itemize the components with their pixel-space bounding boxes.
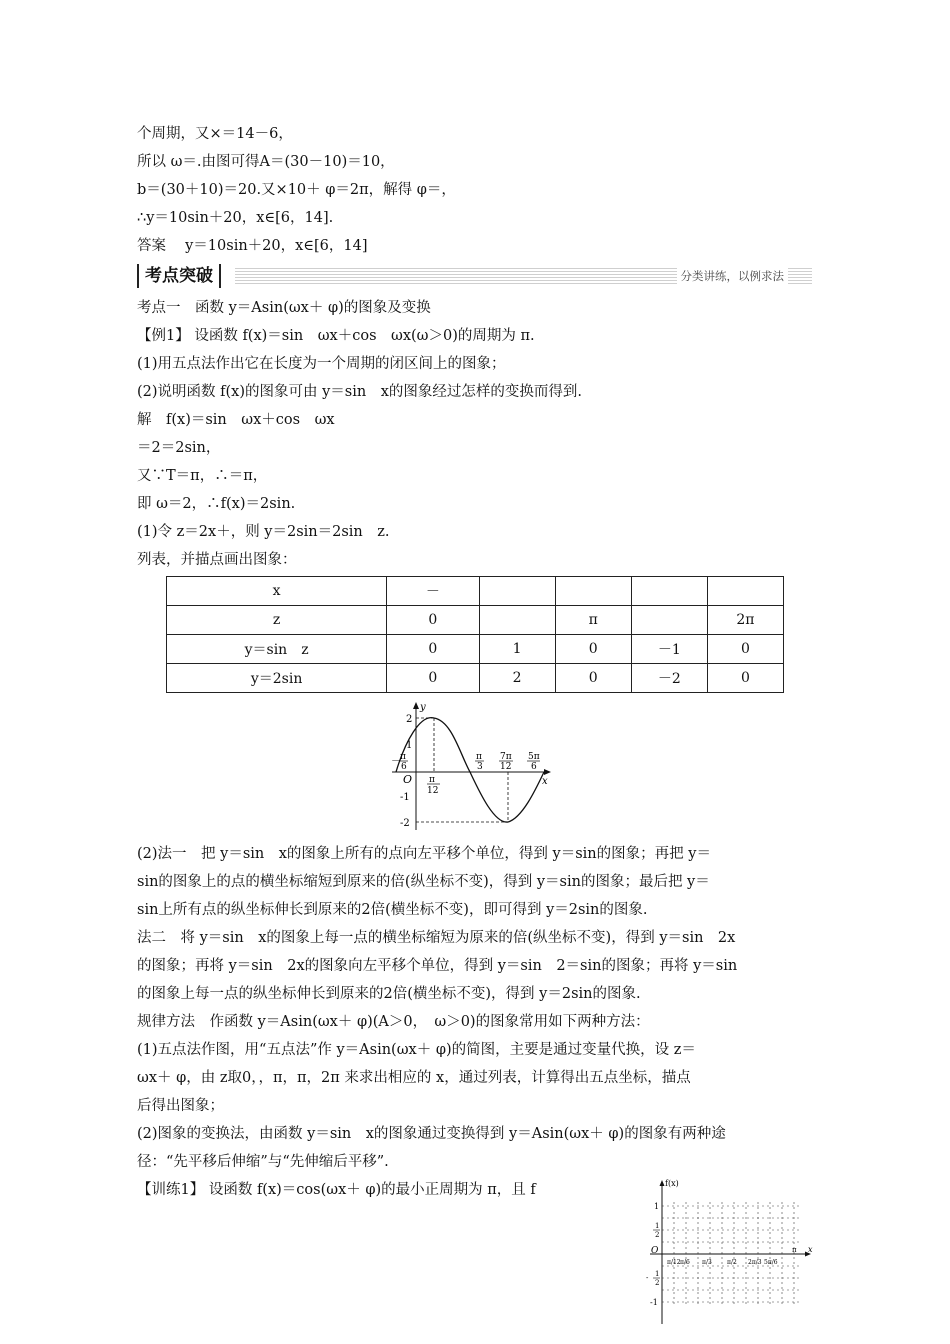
y-tick-nhalf-sign: - — [646, 1274, 649, 1282]
y-tick-neg2: -2 — [400, 818, 410, 829]
table-row — [167, 577, 784, 606]
table-cell: －1 — [631, 635, 707, 664]
x-tick-pi2: π/2 — [727, 1259, 737, 1266]
x-tick-2pi3: 2π/3 — [748, 1259, 762, 1266]
line-b: b＝(30＋10)＝20.又×10＋ φ＝2π，解得 φ＝， — [137, 182, 456, 198]
table-row — [167, 635, 784, 664]
origin-label: O — [403, 773, 413, 786]
line-answer: 答案 y＝10sin＋20，x∈[6，14] — [137, 238, 368, 254]
y-tick-nhalf-num: 1 — [655, 1270, 660, 1278]
x-tick-7pi12-den: 12 — [500, 762, 512, 772]
table-cell — [631, 577, 707, 606]
sine-graph — [390, 696, 560, 834]
y-tick-nhalf-den: 2 — [655, 1279, 660, 1287]
line-omega: 所以 ω＝.由图可得A＝(30－10)＝10， — [137, 154, 395, 170]
table-cell: 0 — [707, 664, 783, 693]
x-tick-5pi6-den: 6 — [531, 762, 537, 772]
five-point-table — [166, 576, 784, 693]
x-tick-neg-sign: － — [391, 756, 401, 767]
rule-heading: 规律方法 作函数 y＝Asin(ωx＋ φ)(A＞0， ω＞0)的图象常用如下两种方法： — [137, 1014, 650, 1030]
table-cell: 0 — [387, 664, 479, 693]
x-tick-neg-pi6-den: 6 — [401, 762, 407, 772]
x-tick-5pi6: 5π/6 — [764, 1259, 778, 1266]
rule-line-2: ωx＋ φ，由 z取0，，π，π，2π 来求出相应的 x，通过列表，计算得出五点坐标，描点 — [137, 1070, 691, 1086]
rule-line-4: (2)图象的变换法，由函数 y＝sin x的图象通过变换得到 y＝Asin(ωx＋ φ)的图象有两种途 — [137, 1126, 726, 1142]
y-axis-arrow-icon — [413, 702, 419, 709]
y-axis-arrow-icon — [660, 1180, 665, 1186]
solution-line-4: 即 ω＝2，∴f(x)＝2sin. — [137, 496, 296, 512]
table-cell: 0 — [707, 635, 783, 664]
y-tick-half-den: 2 — [655, 1231, 660, 1239]
x-tick-5pi6-num: 5π — [528, 752, 540, 762]
table-cell: 2 — [479, 664, 555, 693]
solution-line-1: 解 f(x)＝sin ωx＋cos ωx — [137, 412, 335, 428]
x-axis-label: x — [808, 1245, 813, 1254]
solution-line-2: ＝2＝2sin， — [137, 440, 221, 456]
method-1-line-3: sin上所有点的纵坐标伸长到原来的2倍(横坐标不变)，即可得到 y＝2sin的图象. — [137, 902, 648, 918]
x-tick-pi12: π/12 — [667, 1259, 681, 1266]
table-row — [167, 606, 784, 635]
rule-line-1: (1)五点法作图，用“五点法”作 y＝Asin(ωx＋ φ)的简图，主要是通过变量代换，设 z＝ — [137, 1042, 696, 1058]
y-tick-1: 1 — [406, 740, 413, 751]
question-2: (2)说明函数 f(x)的图象可由 y＝sin x的图象经过怎样的变换而得到. — [137, 384, 583, 400]
method-2-line-1: 法二 将 y＝sin x的图象上每一点的横坐标缩短为原来的倍(纵坐标不变)，得到 y＝sin 2x — [137, 930, 736, 946]
topic-heading: 考点一 函数 y＝Asin(ωx＋ φ)的图象及变换 — [137, 300, 431, 316]
table-cell: x — [167, 577, 387, 606]
question-1: (1)用五点法作出它在长度为一个周期的闭区间上的图象； — [137, 356, 506, 372]
x-tick-7pi12-num: 7π — [500, 752, 512, 762]
solution-line-5: (1)令 z＝2x＋，则 y＝2sin＝2sin z. — [137, 524, 390, 540]
table-cell — [555, 577, 631, 606]
origin-label: O — [651, 1246, 659, 1256]
y-tick-neg1: -1 — [400, 792, 410, 803]
sine-curve — [396, 718, 544, 822]
rule-line-3: 后得出图象； — [137, 1098, 224, 1114]
grid-graph — [640, 1172, 820, 1332]
section-banner — [137, 264, 812, 288]
y-tick-neg1: -1 — [650, 1298, 658, 1307]
x-tick-pi: π — [792, 1246, 797, 1254]
table-cell: 0 — [555, 664, 631, 693]
x-axis-label: x — [542, 776, 548, 787]
f-axis-label: f(x) — [665, 1179, 679, 1188]
table-cell — [479, 606, 555, 635]
table-cell: 0 — [387, 606, 479, 635]
method-2-line-2: 的图象；再将 y＝sin 2x的图象向左平移个单位，得到 y＝sin 2＝sin的图象；再将 y＝sin — [137, 958, 738, 974]
x-tick-pi3: π/3 — [702, 1259, 712, 1266]
y-tick-2: 2 — [406, 714, 413, 725]
table-cell: π — [555, 606, 631, 635]
method-1-line-1: (2)法一 把 y＝sin x的图象上所有的点向左平移个单位，得到 y＝sin的图象；再把 y＝ — [137, 846, 711, 862]
banner-title: 考点突破 — [137, 264, 221, 288]
table-cell — [707, 577, 783, 606]
x-tick-pi6: π/6 — [680, 1259, 690, 1266]
table-row — [167, 664, 784, 693]
table-cell — [631, 606, 707, 635]
x-tick-pi3-num: π — [476, 752, 482, 762]
method-2-line-3: 的图象上每一点的纵坐标伸长到原来的2倍(横坐标不变)，得到 y＝2sin的图象. — [137, 986, 641, 1002]
table-cell: 0 — [555, 635, 631, 664]
table-cell: －2 — [631, 664, 707, 693]
x-axis-arrow-icon — [544, 769, 551, 775]
table-cell: － — [387, 577, 479, 606]
table-cell: y＝sin z — [167, 635, 387, 664]
x-tick-pi12-den: 12 — [427, 786, 439, 796]
line-period: 个周期，又×＝14－6， — [137, 126, 293, 142]
training-1: 【训练1】 设函数 f(x)＝cos(ωx＋ φ)的最小正周期为 π，且 f — [137, 1182, 536, 1198]
rule-line-5: 径：“先平移后伸缩”与“先伸缩后平移”. — [137, 1154, 389, 1170]
x-tick-pi3-den: 3 — [477, 762, 483, 772]
table-cell: y＝2sin — [167, 664, 387, 693]
method-1-line-2: sin的图象上的点的横坐标缩短到原来的倍(纵坐标不变)，得到 y＝sin的图象；最后把 y＝ — [137, 874, 710, 890]
table-cell — [479, 577, 555, 606]
table-cell: z — [167, 606, 387, 635]
line-result: ∴y＝10sin＋20，x∈[6，14]. — [137, 210, 334, 226]
y-axis-label: y — [420, 702, 426, 713]
solution-line-6: 列表，并描点画出图象： — [137, 552, 297, 568]
example-1: 【例1】 设函数 f(x)＝sin ωx＋cos ωx(ω＞0)的周期为 π. — [137, 328, 535, 344]
x-tick-neg-pi6-num: π — [400, 752, 406, 762]
banner-subtitle: 分类讲练，以例求法 — [677, 268, 789, 284]
table-cell: 1 — [479, 635, 555, 664]
y-tick-half-num: 1 — [655, 1222, 660, 1230]
y-tick-1: 1 — [654, 1202, 660, 1211]
table-cell: 0 — [387, 635, 479, 664]
x-tick-pi12-num: π — [429, 775, 435, 785]
table-cell: 2π — [707, 606, 783, 635]
solution-line-3: 又∵T＝π，∴＝π， — [137, 468, 268, 484]
